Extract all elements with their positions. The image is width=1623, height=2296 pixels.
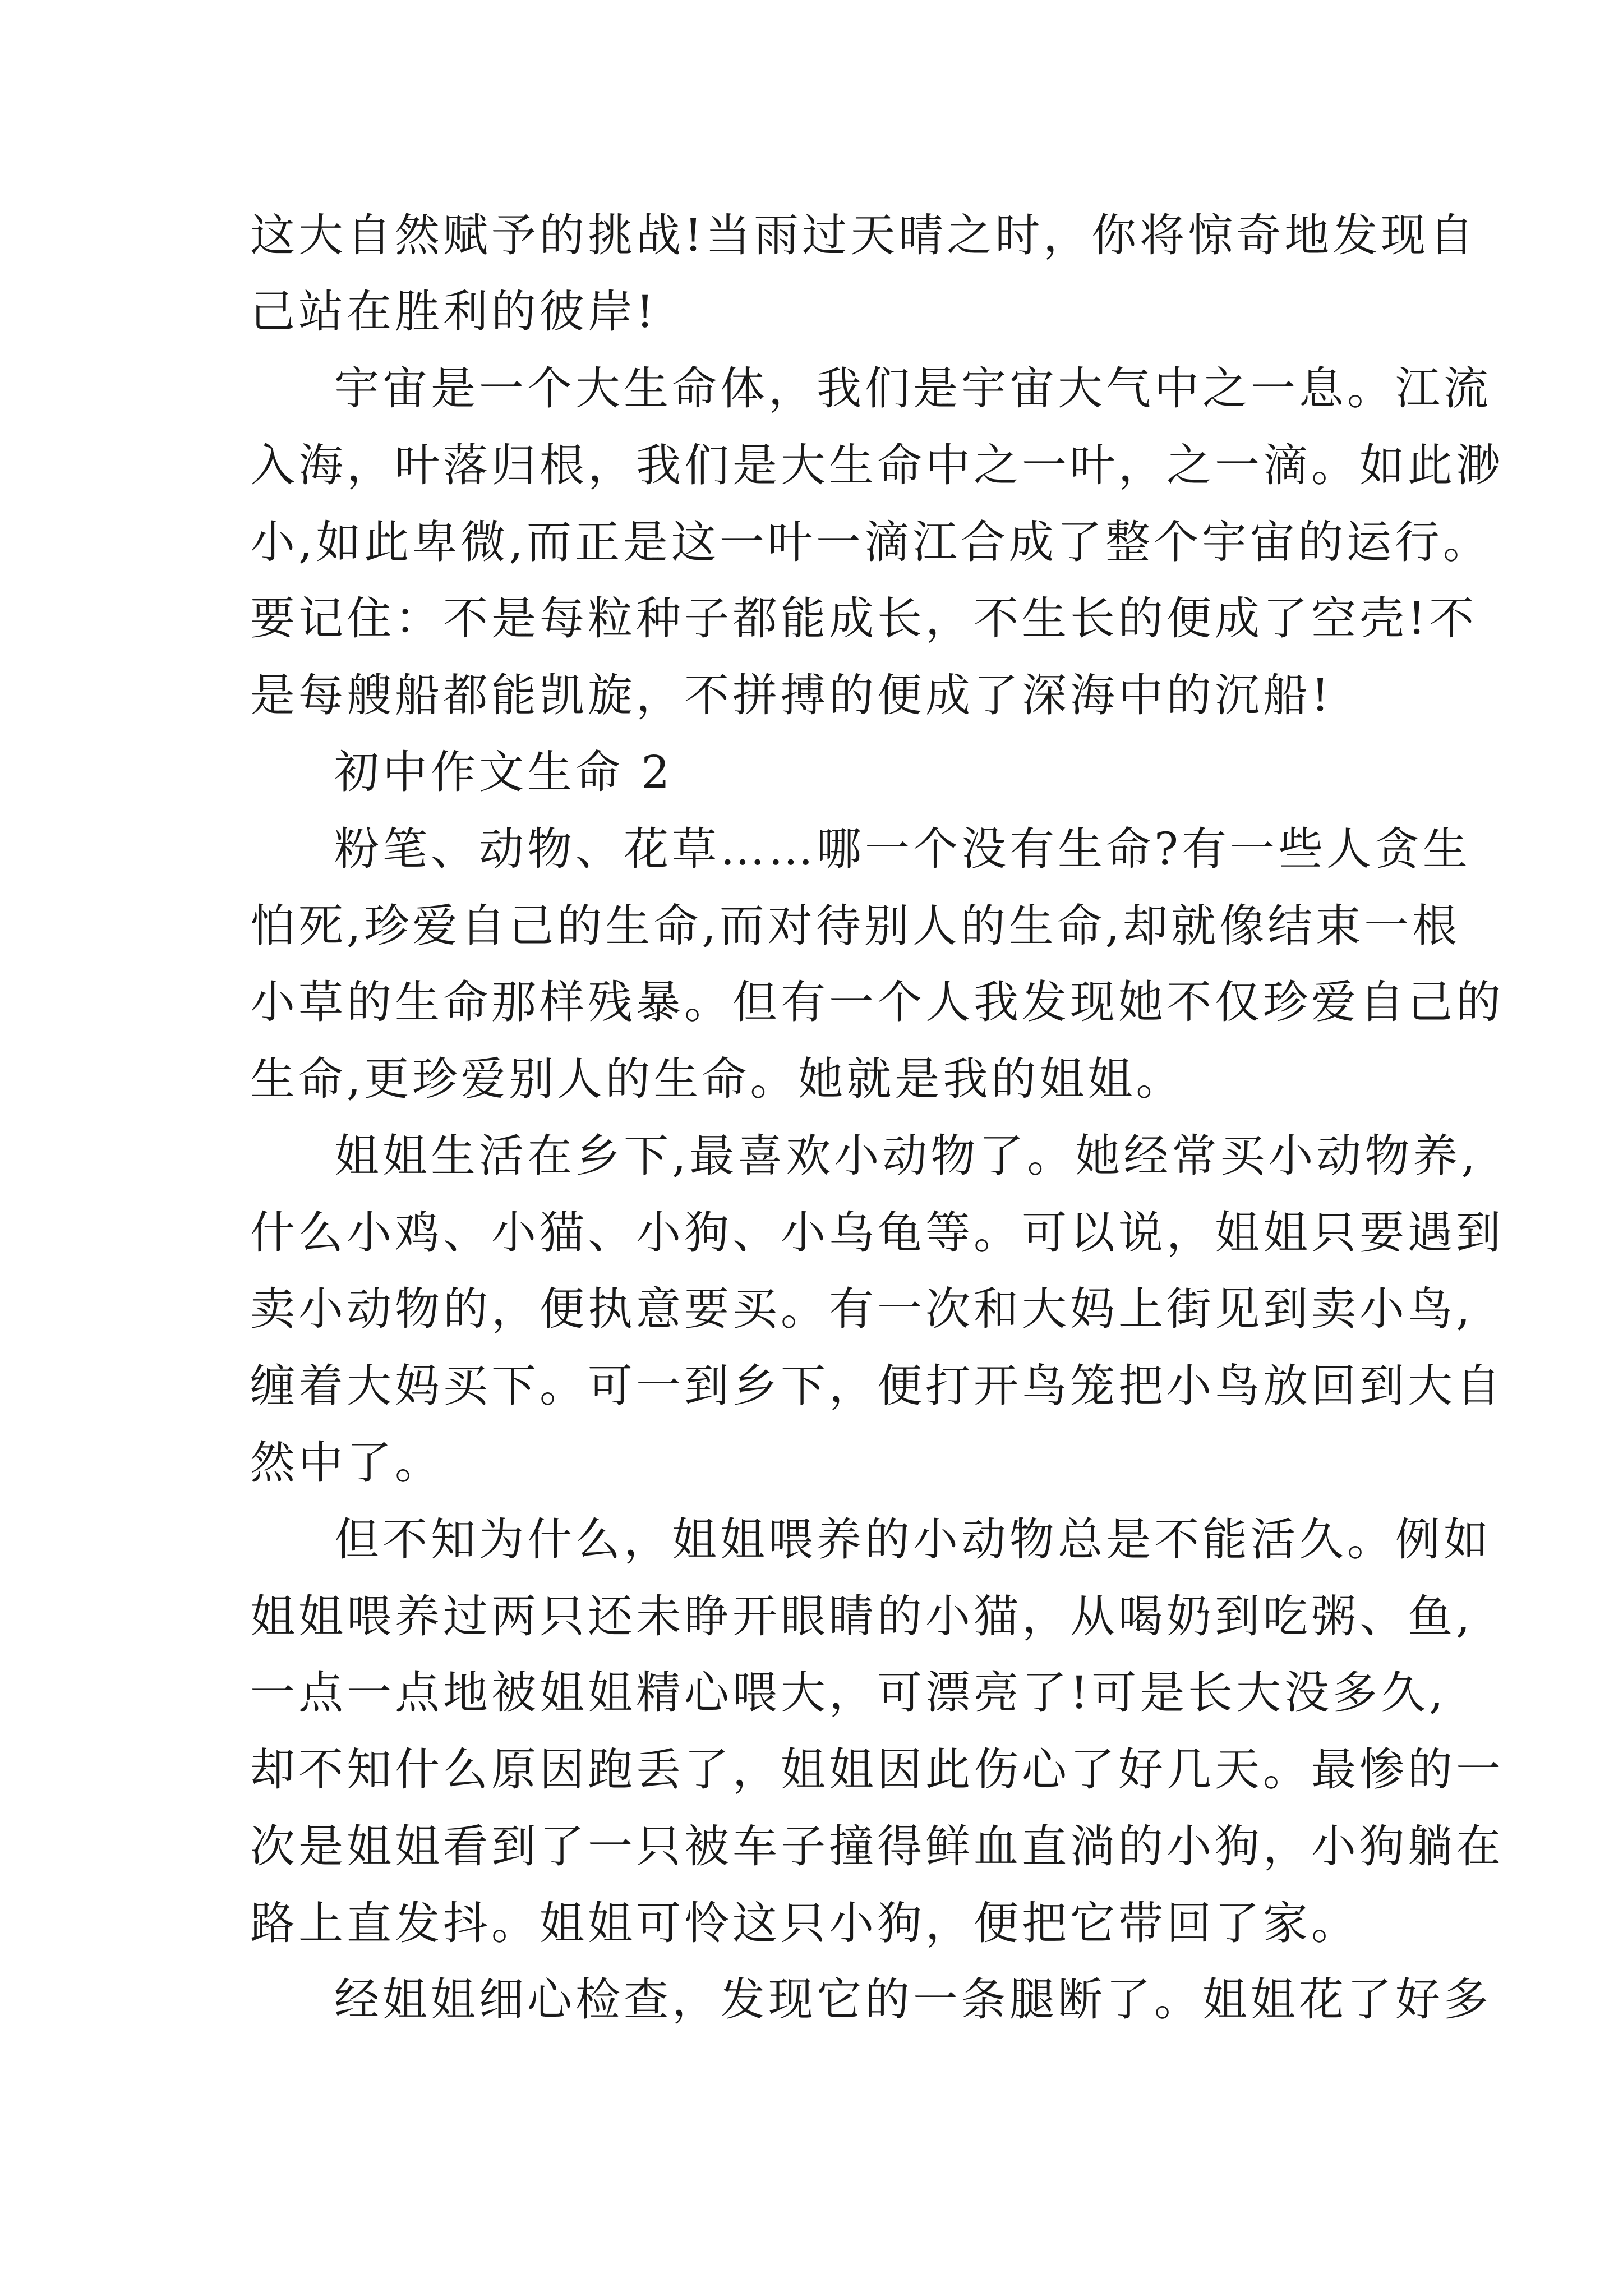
text-line: 生命,更珍爱别人的生命。她就是我的姐姐。 bbox=[250, 1053, 1184, 1105]
text-line: 缠着大妈买下。可一到乡下，便打开鸟笼把小鸟放回到大自 bbox=[250, 1360, 1504, 1412]
text-line: 次是姐姐看到了一只被车子撞得鲜血直淌的小狗，小狗躺在 bbox=[250, 1820, 1504, 1872]
text-line: 一点一点地被姐姐精心喂大，可漂亮了!可是长大没多久, bbox=[250, 1667, 1447, 1719]
paragraph-first-line: 粉笔、动物、花草……哪一个没有生命?有一些人贪生 bbox=[334, 823, 1471, 875]
text-line: 小,如此卑微,而正是这一叶一滴江合成了整个宇宙的运行。 bbox=[250, 516, 1491, 568]
text-line: 入海，叶落归根，我们是大生命中之一叶，之一滴。如此渺 bbox=[250, 439, 1504, 491]
text-line: 小草的生命那样残暴。但有一个人我发现她不仅珍爱自己的 bbox=[250, 976, 1504, 1028]
paragraph-first-line: 但不知为什么，姐姐喂养的小动物总是不能活久。例如 bbox=[334, 1513, 1492, 1566]
text-line: 却不知什么原因跑丢了，姐姐因此伤心了好几天。最惨的一 bbox=[250, 1743, 1504, 1796]
text-line: 这大自然赋予的挑战!当雨过天晴之时，你将惊奇地发现自 bbox=[250, 209, 1478, 261]
text-line: 然中了。 bbox=[250, 1437, 443, 1489]
paragraph-first-line: 姐姐生活在乡下,最喜欢小动物了。她经常买小动物养, bbox=[334, 1130, 1479, 1182]
section-heading: 初中作文生命 2 bbox=[334, 746, 674, 798]
text-line: 路上直发抖。姐姐可怜这只小狗，便把它带回了家。 bbox=[250, 1897, 1359, 1949]
paragraph-first-line: 宇宙是一个大生命体，我们是宇宙大气中之一息。江流 bbox=[334, 362, 1492, 415]
text-line: 姐姐喂养过两只还未睁开眼睛的小猫，从喝奶到吃粥、鱼, bbox=[250, 1590, 1474, 1642]
text-line: 怕死,珍爱自己的生命,而对待别人的生命,却就像结束一根 bbox=[250, 900, 1461, 952]
text-line: 是每艘船都能凯旋，不拼搏的便成了深海中的沉船! bbox=[250, 669, 1333, 721]
text-line: 要记住：不是每粒种子都能成长，不生长的便成了空壳!不 bbox=[250, 592, 1478, 645]
paragraph-first-line: 经姐姐细心检查，发现它的一条腿断了。姐姐花了好多 bbox=[334, 1973, 1492, 2026]
text-line: 卖小动物的，便执意要买。有一次和大妈上街见到卖小鸟, bbox=[250, 1283, 1474, 1335]
text-line: 己站在胜利的彼岸! bbox=[250, 286, 658, 338]
text-line: 什么小鸡、小猫、小狗、小乌龟等。可以说，姐姐只要遇到 bbox=[250, 1207, 1504, 1259]
